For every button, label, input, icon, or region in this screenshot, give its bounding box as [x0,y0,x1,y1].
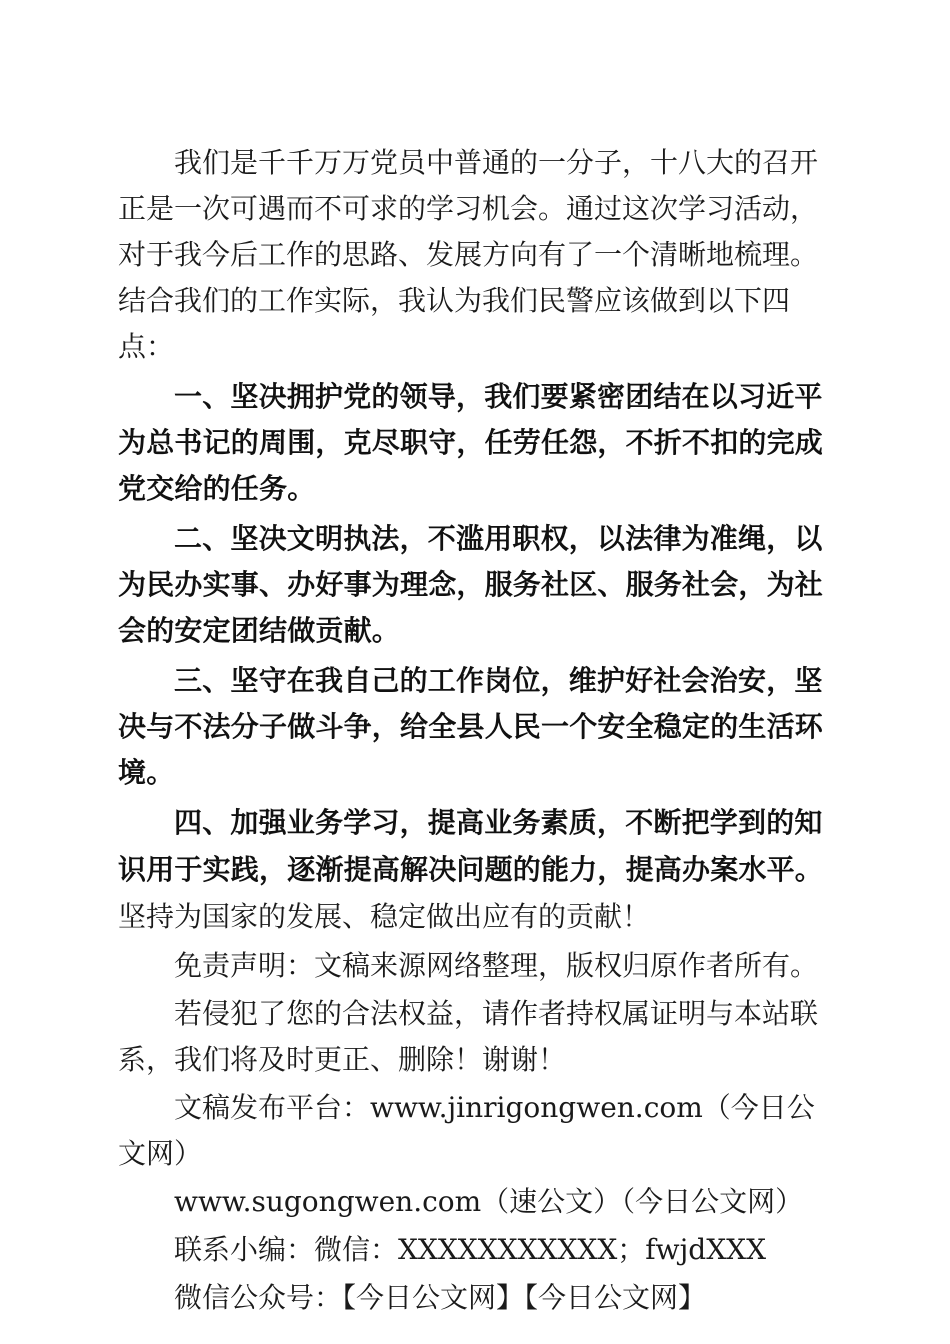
point-one-paragraph: 一、坚决拥护党的领导，我们要紧密团结在以习近平为总书记的周围，克尽职守，任劳任怨，不折不扣的完成党交给的任务。 [118,380,824,505]
point-four-bold-text: 四、加强业务学习，提高业务素质，不断把学到的知识用于实践，逐渐提高解决问题的能力，提高办案水平。 [118,806,824,886]
wechat-official-account-line: 微信公众号：【今日公文网】【今日公文网】 [174,1281,707,1314]
intro-paragraph: 我们是千千万万党员中普通的一分子，十八大的召开正是一次可遇而不可求的学习机会。通过这次学习活动，对于我今后工作的思路、发展方向有了一个清晰地梳理。结合我们的工作实际，我认为我们民警应该做到以下四点： [118,146,819,363]
disclaimer-paragraph: 免责声明：文稿来源网络整理，版权归原作者所有。 [174,949,819,982]
publish-platform-line: 文稿发布平台：www.jinrigongwen.com（今日公文网） [118,1091,815,1170]
copyright-notice-paragraph: 若侵犯了您的合法权益，请作者持权属证明与本站联系，我们将及时更正、删除！谢谢！ [118,997,819,1076]
document-body [118,140,828,1321]
alternate-site-line: www.sugongwen.com（速公文）（今日公文网） [174,1185,804,1218]
point-two-paragraph: 二、坚决文明执法，不滥用职权，以法律为准绳，以为民办实事、办好事为理念，服务社区、服务社会，为社会的安定团结做贡献。 [118,522,824,647]
point-three-paragraph: 三、坚守在我自己的工作岗位，维护好社会治安，坚决与不法分子做斗争，给全县人民一个安全稳定的生活环境。 [118,664,824,789]
point-four-normal-text: 坚持为国家的发展、稳定做出应有的贡献！ [118,900,651,933]
contact-editor-line: 联系小编：微信：XXXXXXXXXXX；fwjdXXX [174,1233,767,1266]
point-four-paragraph [118,800,828,941]
